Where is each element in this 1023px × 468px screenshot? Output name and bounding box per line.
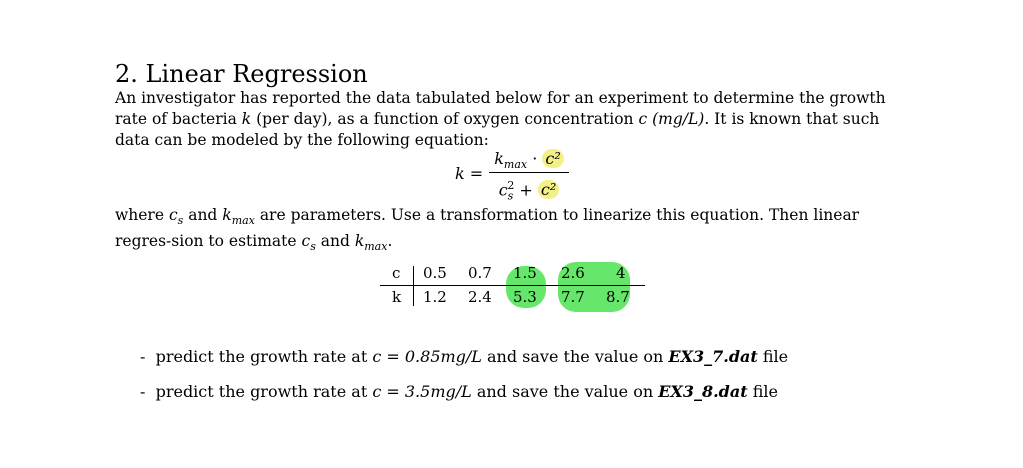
intro-text-3: . It is known that such data can be modeled by the following equation: bbox=[115, 110, 880, 149]
k-value-4: 7.7 bbox=[561, 288, 585, 306]
task-math: c = 0.85mg/L bbox=[372, 347, 482, 366]
bullet-dash: - bbox=[140, 382, 146, 401]
k-value-2: 2.4 bbox=[468, 288, 492, 306]
cs-symbol: c bbox=[498, 180, 508, 200]
params-end: . bbox=[387, 232, 393, 251]
row-label-c: c bbox=[392, 264, 401, 282]
k-value-3: 5.3 bbox=[513, 288, 537, 306]
params-text-2: are parameters. Use a transformation to linearize this equation. Then linear regres-sion to estimate bbox=[115, 206, 860, 251]
kmax-var-2: k bbox=[354, 232, 365, 251]
plus-operator: + bbox=[514, 180, 538, 200]
section-number: 2. bbox=[115, 60, 138, 88]
cs-var: c bbox=[168, 206, 178, 224]
task-item bbox=[140, 380, 788, 415]
cs-var-2-sub: s bbox=[310, 240, 316, 254]
task-text: predict the growth rate at bbox=[155, 382, 373, 401]
cs-var-2: c bbox=[301, 232, 311, 251]
highlight-c2-denominator bbox=[538, 180, 559, 199]
c-value-1: 0.5 bbox=[423, 264, 447, 282]
c2-numerator: c² bbox=[545, 149, 561, 168]
equation-lhs: k = bbox=[455, 164, 484, 183]
intro-text-2: (per day), as a function of oxygen concentration bbox=[251, 110, 639, 128]
task-mid: and save the value on bbox=[481, 347, 669, 366]
task-mid: and save the value on bbox=[471, 382, 659, 401]
table-horizontal-rule bbox=[380, 285, 645, 286]
dot-operator: · bbox=[527, 149, 543, 168]
task-filename: EX3_8.dat bbox=[658, 382, 748, 401]
c-value-4: 2.6 bbox=[561, 264, 585, 282]
kmax-symbol: k bbox=[494, 149, 504, 168]
unit-mgl: (mg/L) bbox=[647, 110, 705, 128]
intro-paragraph bbox=[115, 88, 915, 151]
kmax-var-2-sub: max bbox=[364, 240, 388, 254]
task-text: predict the growth rate at bbox=[155, 347, 373, 366]
section-title: Linear Regression bbox=[145, 60, 368, 88]
c2-denominator: c² bbox=[540, 180, 557, 200]
kmax-subscript: max bbox=[503, 158, 528, 172]
equation-denominator bbox=[489, 175, 569, 203]
c-value-3: 1.5 bbox=[513, 264, 537, 282]
params-and-2: and bbox=[315, 232, 355, 251]
task-end: file bbox=[747, 382, 778, 401]
k-value-1: 1.2 bbox=[423, 288, 447, 306]
cs-superscript: 2 bbox=[507, 179, 515, 192]
cs-var-sub: s bbox=[177, 214, 184, 228]
equation-numerator bbox=[489, 148, 569, 170]
highlight-c2-numerator bbox=[542, 149, 563, 168]
params-and-1: and bbox=[183, 206, 223, 224]
task-end: file bbox=[757, 347, 789, 366]
parameters-paragraph bbox=[115, 205, 915, 257]
kmax-var: k bbox=[222, 206, 232, 224]
section-heading bbox=[115, 60, 368, 88]
k-value-5: 8.7 bbox=[606, 288, 630, 306]
equation-fraction bbox=[489, 148, 569, 203]
intro-text-1: An investigator has reported the data tabulated below for an experiment to determine the growth rate of bacteria bbox=[115, 89, 886, 128]
var-c: c bbox=[638, 110, 648, 128]
var-k: k bbox=[241, 110, 252, 128]
c-value-5: 4 bbox=[616, 264, 626, 282]
fraction-bar bbox=[489, 172, 569, 173]
row-label-k: k bbox=[392, 288, 402, 306]
params-text-1: where bbox=[115, 206, 169, 224]
task-item bbox=[140, 345, 788, 380]
task-filename: EX3_7.dat bbox=[668, 347, 758, 366]
task-list bbox=[140, 345, 788, 415]
table-vertical-rule bbox=[413, 266, 414, 306]
kmax-var-sub: max bbox=[231, 214, 255, 228]
cs-subscript: s bbox=[507, 189, 514, 203]
bullet-dash: - bbox=[140, 347, 146, 366]
task-math: c = 3.5mg/L bbox=[372, 382, 472, 401]
c-value-2: 0.7 bbox=[468, 264, 492, 282]
